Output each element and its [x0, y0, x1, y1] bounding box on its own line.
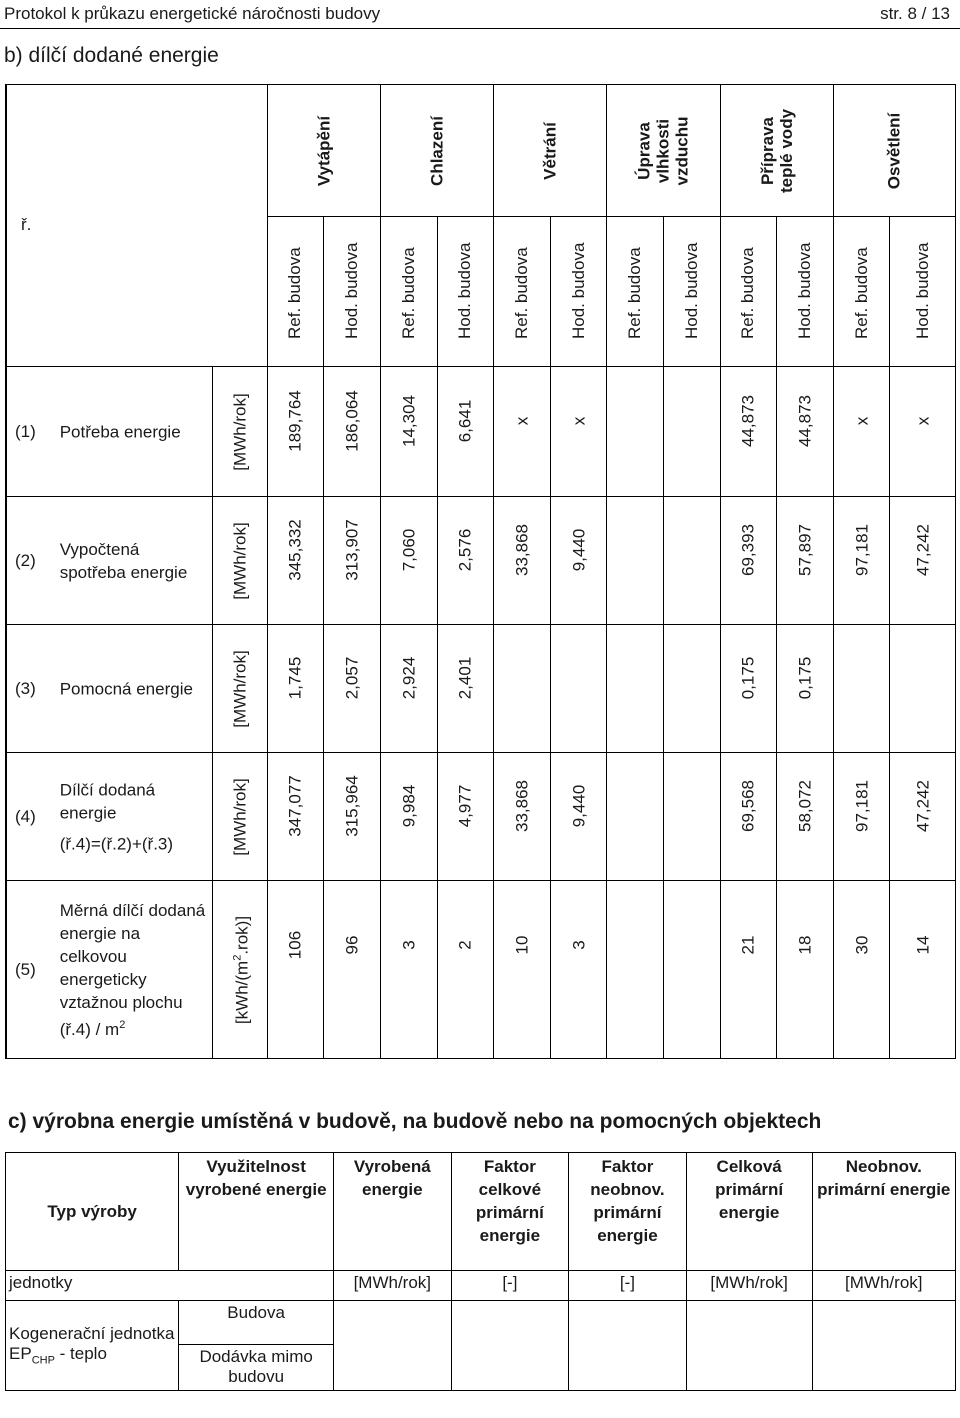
table-row [6, 367, 956, 497]
sub-header-label: Hod. budova [568, 242, 588, 339]
group-header-2 [494, 85, 607, 217]
cell-produced [334, 1301, 452, 1391]
unit-factor-total: [-] [451, 1271, 569, 1301]
sub-header-label: Ref. budova [738, 247, 758, 339]
row-number: (2) [6, 497, 52, 625]
sub-header-label: Hod. budova [342, 242, 362, 339]
group-header-0 [267, 85, 380, 217]
option-export: Dodávka mimo budovu [179, 1345, 334, 1391]
cell-factor-total [451, 1301, 569, 1391]
hod-building-header [890, 217, 956, 367]
value-cell: 18 [777, 881, 834, 1059]
value-cell: 3 [550, 881, 607, 1059]
value-cell [663, 881, 720, 1059]
sub-header-label: Ref. budova [285, 247, 305, 339]
partial-energy-table [5, 84, 956, 1059]
value-cell [494, 625, 551, 753]
value-cell: 2,924 [380, 625, 437, 753]
sub-header-label: Ref. budova [511, 247, 531, 339]
value-cell: 186,064 [324, 367, 381, 497]
value-cell: 0,175 [777, 625, 834, 753]
value-cell: 9,984 [380, 753, 437, 881]
row-unit: [MWh/rok] [213, 367, 268, 497]
units-label: jednotky [6, 1271, 334, 1301]
group-label: Příprava teplé vody [757, 108, 796, 193]
section-c-title: c) výrobna energie umístěná v budově, na budově nebo na pomocných objektech [8, 1110, 822, 1133]
sub-header-label: Hod. budova [455, 242, 475, 339]
header-produced-energy: Vyrobená energie [334, 1153, 452, 1271]
ref-building-header [720, 217, 777, 367]
row-number: (5) [6, 881, 52, 1059]
value-cell [890, 625, 956, 753]
value-cell: 33,868 [494, 497, 551, 625]
value-cell: 97,181 [833, 753, 890, 881]
header-nonrenewable-factor: Faktor neobnov. primární energie [569, 1153, 687, 1271]
unit-produced: [MWh/rok] [334, 1271, 452, 1301]
hod-building-header [550, 217, 607, 367]
sub-header-label: Ref. budova [851, 247, 871, 339]
value-cell: x [890, 367, 956, 497]
ref-building-header [267, 217, 324, 367]
row-number: (3) [6, 625, 52, 753]
ref-building-header [607, 217, 664, 367]
row-label: Pomocná energie [52, 625, 213, 753]
header-divider [0, 28, 960, 29]
value-cell: x [550, 367, 607, 497]
row-label: Vypočtená spotřeba energie [52, 497, 213, 625]
row-unit: [MWh/rok] [213, 497, 268, 625]
hod-building-header [324, 217, 381, 367]
row-unit: [MWh/rok] [213, 753, 268, 881]
group-label: Vytápění [314, 115, 334, 186]
value-cell [663, 753, 720, 881]
value-cell: 14 [890, 881, 956, 1059]
sub-header-label: Hod. budova [912, 242, 932, 339]
value-cell [607, 881, 664, 1059]
group-label: Osvětlení [884, 112, 904, 189]
row-unit: [MWh/rok] [213, 625, 268, 753]
corner-cell [6, 85, 267, 367]
production-table [5, 1152, 956, 1391]
value-cell: 313,907 [324, 497, 381, 625]
value-cell: 3 [380, 881, 437, 1059]
value-cell: 9,440 [550, 753, 607, 881]
value-cell [663, 625, 720, 753]
value-cell: 96 [324, 881, 381, 1059]
group-header-5 [833, 85, 955, 217]
row-unit: $[kWh/(m^2.rok)]$ [213, 881, 268, 1059]
value-cell: 2,057 [324, 625, 381, 753]
value-cell [607, 497, 664, 625]
group-header-1 [380, 85, 493, 217]
value-cell [663, 367, 720, 497]
row-index-label: ř. [21, 215, 32, 234]
row-label: Dílčí dodaná energie (ř.4)=(ř.2)+(ř.3) [52, 753, 213, 881]
row-label: Měrná dílčí dodaná energie na celkovou energeticky vztažnou plochu (ř.4) / $m^2$ [52, 881, 213, 1059]
value-cell: 189,764 [267, 367, 324, 497]
table-row [6, 881, 956, 1059]
value-cell [607, 625, 664, 753]
row-number: (1) [6, 367, 52, 497]
value-cell: 57,897 [777, 497, 834, 625]
ref-building-header [833, 217, 890, 367]
option-building: Budova [179, 1301, 334, 1345]
value-cell: 9,440 [550, 497, 607, 625]
value-cell: 44,873 [720, 367, 777, 497]
header-usability: Využitelnost vyrobené energie [179, 1153, 334, 1271]
hod-building-header [437, 217, 494, 367]
value-cell: 58,072 [777, 753, 834, 881]
group-label: Chlazení [427, 115, 447, 186]
value-cell: 106 [267, 881, 324, 1059]
value-cell: 6,641 [437, 367, 494, 497]
table-row [6, 497, 956, 625]
value-cell: 1,745 [267, 625, 324, 753]
row-label: Potřeba energie [52, 367, 213, 497]
value-cell: 4,977 [437, 753, 494, 881]
value-cell: 10 [494, 881, 551, 1059]
page-number: str. 8 / 13 [880, 4, 950, 23]
value-cell: 69,393 [720, 497, 777, 625]
value-cell: 47,242 [890, 497, 956, 625]
value-cell: 33,868 [494, 753, 551, 881]
cell-total-energy [686, 1301, 812, 1391]
unit-factor-nonren: [-] [569, 1271, 687, 1301]
group-label: Větrání [540, 121, 560, 180]
row-number: (4) [6, 753, 52, 881]
value-cell: 30 [833, 881, 890, 1059]
value-cell [833, 625, 890, 753]
table-row [6, 753, 956, 881]
value-cell: 14,304 [380, 367, 437, 497]
value-cell: 2,401 [437, 625, 494, 753]
value-cell: 347,077 [267, 753, 324, 881]
header-nonrenewable-energy: Neobnov. primární energie [812, 1153, 955, 1271]
sub-header-label: Ref. budova [398, 247, 418, 339]
section-b-title: b) dílčí dodané energie [4, 44, 219, 67]
chp-row-label: Kogenerační jednotka $EP_{CHP}$ - teplo [6, 1301, 179, 1391]
value-cell [607, 367, 664, 497]
ref-building-header [494, 217, 551, 367]
header-total-primary-energy: Celková primární energie [686, 1153, 812, 1271]
ref-building-header [380, 217, 437, 367]
cell-factor-nonren [569, 1301, 687, 1391]
value-cell: 2,576 [437, 497, 494, 625]
value-cell: 7,060 [380, 497, 437, 625]
value-cell: 44,873 [777, 367, 834, 497]
value-cell: 0,175 [720, 625, 777, 753]
value-cell: 21 [720, 881, 777, 1059]
group-label: Úprava vlhkosti vzduchu [634, 116, 692, 185]
value-cell: x [833, 367, 890, 497]
table-row [6, 625, 956, 753]
value-cell: 97,181 [833, 497, 890, 625]
value-cell: 47,242 [890, 753, 956, 881]
value-cell: 69,568 [720, 753, 777, 881]
hod-building-header [777, 217, 834, 367]
sub-header-label: Hod. budova [681, 242, 701, 339]
value-cell: x [494, 367, 551, 497]
value-cell: 315,964 [324, 753, 381, 881]
sub-header-label: Hod. budova [794, 242, 814, 339]
group-header-3 [607, 85, 720, 217]
group-header-4 [720, 85, 833, 217]
value-cell [607, 753, 664, 881]
header-production-type: Typ výroby [6, 1153, 179, 1271]
sub-header-label: Ref. budova [625, 247, 645, 339]
value-cell [550, 625, 607, 753]
document-title: Protokol k průkazu energetické náročnosti budovy [4, 4, 381, 23]
hod-building-header [663, 217, 720, 367]
value-cell: 345,332 [267, 497, 324, 625]
value-cell [663, 497, 720, 625]
unit-nonren-energy: [MWh/rok] [812, 1271, 955, 1301]
value-cell: 2 [437, 881, 494, 1059]
header-total-primary-factor: Faktor celkové primární energie [451, 1153, 569, 1271]
page-header [0, 0, 960, 30]
unit-total-energy: [MWh/rok] [686, 1271, 812, 1301]
cell-nonren-energy [812, 1301, 955, 1391]
